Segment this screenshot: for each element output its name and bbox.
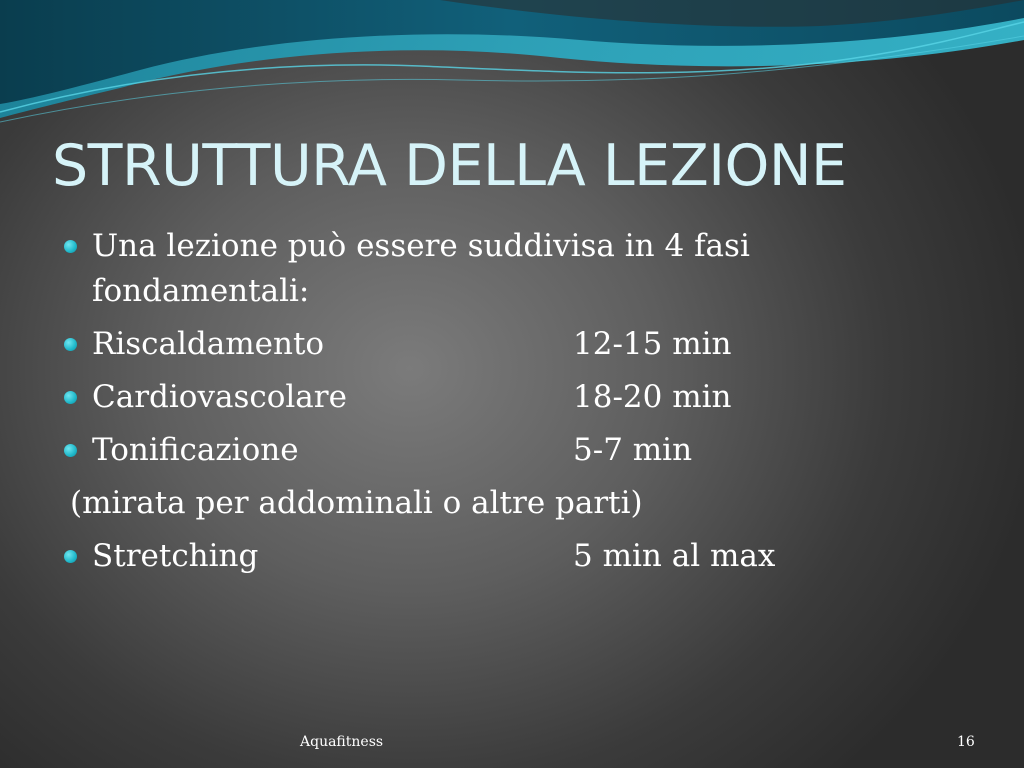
intro-text: Una lezione può essere suddivisa in 4 fasi fondamentali: [92, 228, 750, 309]
teal-circle-bullet-icon [64, 550, 77, 563]
footer-text: Aquafitness [300, 734, 384, 750]
teal-circle-bullet-icon [64, 240, 77, 253]
phase-name: Riscaldamento [92, 326, 325, 362]
phase-name: Tonificazione [92, 432, 299, 468]
note-text: (mirata per addominali o altre parti) [70, 485, 643, 521]
list-item-note [62, 481, 962, 526]
bullet-list [62, 224, 962, 587]
list-item [62, 322, 962, 367]
slide-title: STRUTTURA DELLA LEZIONE [52, 133, 847, 199]
phase-name: Cardiovascolare [92, 379, 347, 415]
list-item [62, 224, 962, 314]
phase-duration: 12-15 min [573, 326, 732, 362]
teal-circle-bullet-icon [64, 391, 77, 404]
teal-circle-bullet-icon [64, 338, 77, 351]
list-item [62, 534, 962, 579]
slide-number: 16 [957, 734, 975, 750]
phase-duration: 5-7 min [573, 432, 693, 468]
phase-duration: 5 min al max [573, 538, 776, 574]
list-item [62, 375, 962, 420]
wave-header-decoration [0, 0, 1024, 130]
teal-circle-bullet-icon [64, 444, 77, 457]
list-item [62, 428, 962, 473]
phase-duration: 18-20 min [573, 379, 732, 415]
phase-name: Stretching [92, 538, 259, 574]
